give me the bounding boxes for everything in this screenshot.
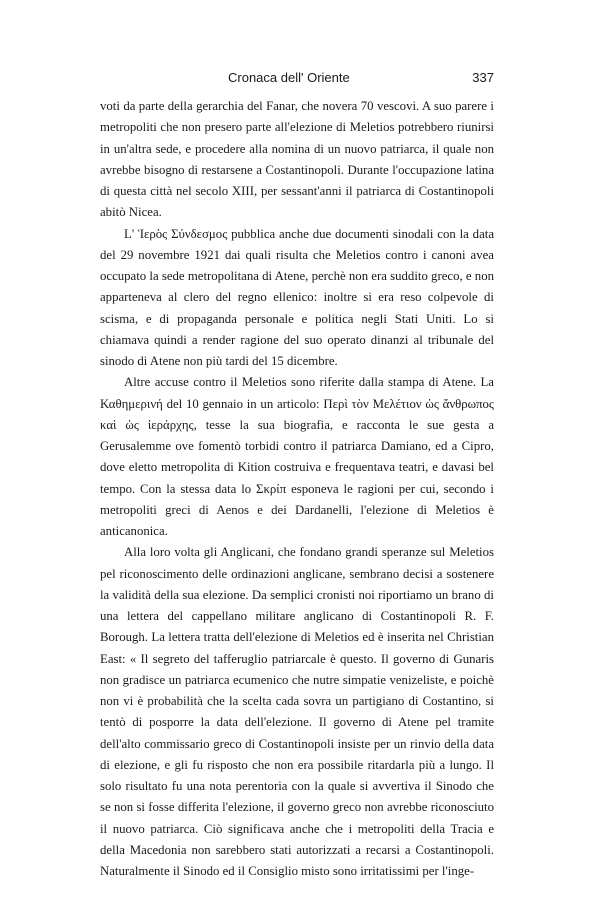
running-title: Cronaca dell' Oriente bbox=[228, 70, 350, 85]
paragraph-hieros-syndesmos: L' Ἱερὸς Σύνδεσμος pubblica anche due documenti sinodali con la data del 29 novembre 1921 dai quali risulta che Meletios contro i canoni avea occupato la sede metropolitana di Atene, perchè non era suddito greco, e non apparteneva al clero del regno ellenico: inoltre si era reso colpevole di scisma, e di propaganda personale e politica negli Stati Uniti. Lo si chiamava quindi a render ragione del suo operato dinanzi al tribunale del sinodo di Atene non più tardi del 15 dicembre. bbox=[100, 226, 494, 368]
paragraph-continuation: voti da parte della gerarchia del Fanar, che novera 70 vescovi. A suo parere i metropoliti che non presero parte all'elezione di Meletios potrebbero riunirsi in un'altra sede, e procedere alla nomina di un nuovo patriarca, il quale non avrebbe bisogno di restarsene a Costantinopoli. Durante l'occupazione latina di questa città nel secolo XIII, per sessant'anni il patriarca di Costantinopoli abitò Nicea. bbox=[100, 99, 494, 220]
paragraph-anglicans: Alla loro volta gli Anglicani, che fondano grandi speranze sul Meletios pel riconoscimento delle ordinazioni anglicane, sembrano decisi a sostenere la validità della sua elezione. Da semplici cronisti noi riportiamo un brano di una lettera del cappellano militare anglicano di Costantinopoli R. F. Borough. La lettera tratta dell'elezione di Meletios ed è inserita nel Christian East: « Il segreto del tafferuglio patriarcale è questo. Il governo di Gunaris non gradisce un patriarca ecumenico che nutre simpatie venizeliste, e poichè non vi è probabilità che la scelta cada sovra un partigiano di Costantino, si tentò di posporre la data dell'elezione. Il governo di Atene pel tramite dell'alto commissario greco di Costantinopoli insiste per un rinvio della data di elezione, e gli fu risposto che non era possibile ritardarla più a lungo. Il solo risultato fu una nota perentoria con la quale si avvertiva il Sinodo che se non si fosse differita l'elezione, il governo greco non avrebbe riconosciuto il nuovo patriarca. Ciò significava anche che i metropoliti della Tracia e della Macedonia non sarebbero stati autorizzati a recarsi a Costantinopoli. Naturalmente il Sinodo ed il Consiglio misto sono irritatissimi per l'inge- bbox=[100, 545, 494, 878]
page-header bbox=[100, 70, 494, 90]
body-text bbox=[100, 96, 494, 882]
paragraph-other-accusations: Altre accuse contro il Meletios sono riferite dalla stampa di Atene. La Καθημερινή del 10 gennaio in un articolo: Περὶ τὸν Μελέτιον ὡς ἄνθρωπος καὶ ὡς ἱεράρχης, tesse la sua biografia, e racconta le sue gesta a Gerusalemme ove fomentò torbidi contro il patriarca Damiano, ed a Cipro, dove eletto metropolita di Kition costruiva e frequentava teatri, e davasi bel tempo. Con la stessa data lo Σκρίπ esponeva le ragioni per cui, secondo i metropoliti greci di Aenos e dei Dardanelli, l'elezione di Meletios è anticanonica. bbox=[100, 375, 494, 538]
page-number: 337 bbox=[472, 70, 494, 85]
